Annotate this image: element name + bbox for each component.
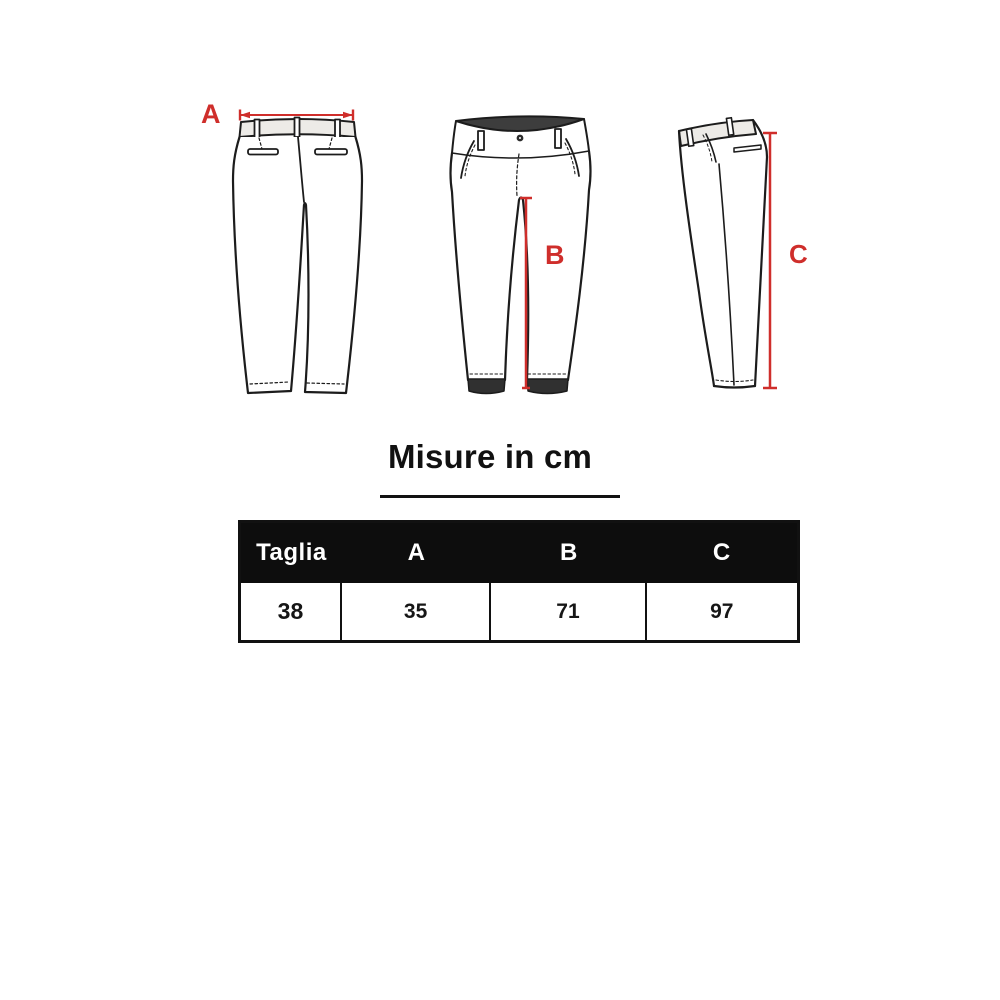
size-guide-title: Misure in cm — [387, 438, 593, 475]
pants-side-view-drawing — [672, 112, 787, 402]
column-header-c: C — [712, 539, 731, 566]
cell-c-value: 97 — [710, 599, 734, 623]
column-header-a: A — [407, 539, 426, 566]
size-table — [238, 520, 800, 643]
cell-b-value: 71 — [491, 583, 646, 640]
measurement-line-c — [763, 133, 777, 388]
measurement-label-a: A — [201, 99, 221, 129]
column-header-taglia: Taglia — [256, 539, 327, 566]
measurement-label-b: B — [545, 240, 565, 270]
cell-a-value: 35 — [342, 583, 491, 640]
pants-front-view-drawing — [448, 112, 593, 402]
measurement-line-b — [520, 198, 532, 388]
title-underline — [380, 495, 620, 498]
size-table-data-row — [241, 583, 797, 640]
size-table-header-row — [241, 523, 797, 583]
pants-back-view-drawing — [225, 103, 370, 403]
column-header-b: B — [560, 539, 578, 566]
measurement-label-c: C — [789, 239, 808, 269]
cell-taglia-value: 38 — [241, 583, 342, 640]
